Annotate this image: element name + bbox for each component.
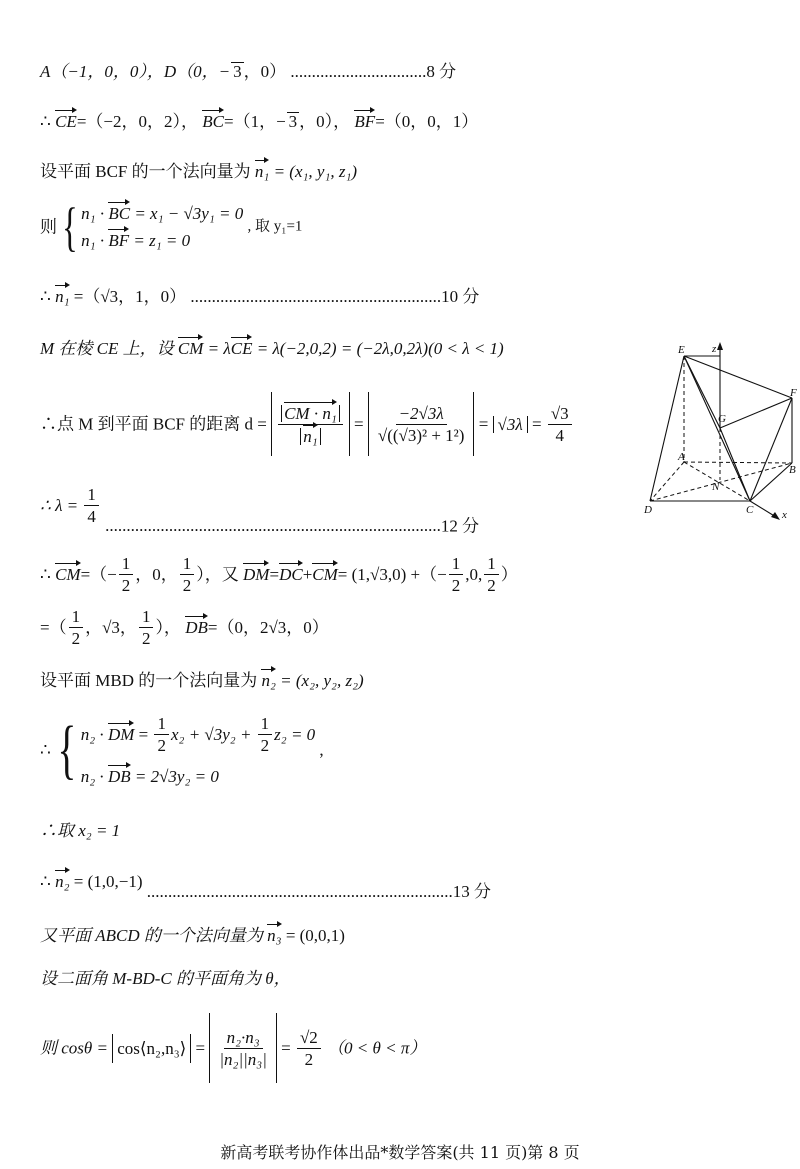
vector-n2: n₂ [55, 872, 70, 891]
vector-dm: DM [243, 565, 270, 584]
label-c: C [746, 504, 754, 516]
fraction [154, 715, 169, 754]
denominator: |n₂||n₃| [219, 1049, 267, 1069]
numerator: 1 [139, 608, 154, 628]
dm-start: =（ [40, 618, 67, 637]
denominator: 2 [260, 736, 270, 755]
db-value: =（0，2√3，0） [207, 618, 329, 637]
abs-cos: cos⟨n₂,n₃⟩ [112, 1034, 191, 1063]
comma: , [319, 740, 324, 760]
vector-ce: CE [230, 339, 253, 358]
score-label: 10 分 [441, 287, 480, 306]
score-label: 13 分 [452, 882, 491, 901]
line-dm-db [40, 608, 329, 647]
edge-cb [750, 463, 792, 501]
sqrt: 3 [288, 112, 298, 131]
cm-dot-n1: CM · n₁ [284, 403, 337, 423]
numerator: 1 [180, 555, 195, 575]
vector-cm: CM [312, 565, 338, 584]
denominator [297, 425, 323, 446]
equals: = [138, 725, 149, 744]
take-text: ∴取 x₂ = 1 [40, 821, 121, 840]
result-fraction [548, 405, 572, 444]
vector-ce-value: =（−2，0，2）， [76, 112, 198, 131]
abs-value: √3λ [493, 416, 528, 433]
edge-ab [684, 462, 792, 463]
abs-fraction-1 [271, 392, 350, 456]
fraction [258, 715, 273, 754]
dm-value: = (1,√3,0) +（− [337, 565, 447, 584]
theta-range: （0 < θ < π） [327, 1038, 427, 1058]
statement-text: 设平面 BCF 的一个法向量为 [40, 162, 251, 181]
vector-n1: n₁ [55, 287, 70, 306]
vector-db: DB [185, 618, 208, 637]
numerator: √2 [297, 1029, 321, 1049]
fraction [449, 555, 464, 594]
vector-bf: BF [108, 231, 130, 250]
therefore-symbol: ∴ [40, 740, 51, 760]
vector-dc: DC [279, 565, 303, 584]
numerator: 1 [258, 715, 273, 735]
equation-1 [81, 205, 243, 222]
also-text: ），又 [196, 565, 239, 584]
line-vectors [40, 112, 478, 130]
axis-x [750, 501, 776, 517]
dm-end: ）， [155, 618, 181, 637]
line-cos-theta [40, 1013, 426, 1083]
line-coordinates-ad [40, 62, 456, 80]
score-label: 12 分 [440, 516, 480, 536]
equals: = [532, 414, 542, 434]
statement-text: 又平面 ABCD 的一个法向量为 [40, 926, 263, 945]
dm-mid: ，√3， [85, 618, 137, 637]
denominator: 2 [121, 576, 131, 595]
lambda-fraction [84, 486, 99, 525]
brace-icon: { [62, 197, 78, 257]
score-dots: ........................................................... [190, 287, 442, 306]
denominator: 2 [487, 576, 496, 595]
edge-ed [650, 356, 684, 501]
vector-n1: n₁ [303, 427, 318, 447]
vector-cm: CM [177, 339, 204, 358]
numerator [278, 403, 343, 425]
equals: = [195, 1038, 206, 1058]
then-text: 则 [40, 217, 57, 237]
vector-n1: n₁ [254, 162, 270, 181]
line-system-2 [40, 715, 324, 785]
numerator: 1 [119, 555, 134, 575]
statement-text: 设二面角 M-BD-C 的平面角为 θ， [40, 969, 291, 988]
result-fraction [297, 1029, 321, 1068]
fraction [216, 1029, 270, 1068]
coord-end: ，0） [243, 62, 287, 81]
line-normal-mbd [40, 672, 364, 689]
vector-ce: CE [55, 112, 77, 131]
numerator: n₂·n₃ [224, 1029, 263, 1049]
numerator: 1 [84, 486, 99, 506]
score-label: 8 分 [426, 62, 457, 81]
dm-mid: ,0, [465, 565, 483, 584]
equation-system [81, 715, 315, 785]
equation-2-left: n₁ · [81, 231, 105, 250]
denominator: 2 [141, 629, 151, 648]
therefore-symbol: ∴ [40, 565, 51, 584]
lambda-eq: ∴ λ = [40, 496, 79, 515]
line-normal-bcf [40, 163, 357, 180]
equation-1-left: n₁ · [81, 204, 105, 223]
equation-2-right: = z₁ = 0 [133, 231, 191, 250]
equation-2 [81, 768, 315, 785]
numerator: 1 [154, 715, 169, 735]
equation-2 [81, 232, 243, 249]
coord-text: A（−1，0，0），D（0，− [40, 62, 231, 81]
line-lambda [40, 486, 479, 534]
numerator: √3 [548, 405, 572, 425]
vector-n3: n₃ [267, 926, 282, 945]
label-x: x [782, 509, 787, 521]
denominator: 2 [304, 1049, 314, 1069]
line-normal-abcd [40, 927, 345, 944]
fraction [375, 405, 468, 444]
label-z: z [712, 343, 717, 355]
label-n: N [712, 481, 720, 493]
therefore-symbol: ∴ [40, 287, 51, 306]
numerator: 1 [484, 555, 499, 575]
plus: + [302, 565, 313, 584]
equation-1 [81, 715, 315, 754]
fraction [180, 555, 195, 594]
line-cm-dm [40, 555, 518, 594]
equals: = [354, 414, 364, 434]
line-take-x2 [40, 822, 120, 839]
normal-value: = (x₂, y₂, z₂) [280, 671, 364, 690]
line-n2-result [40, 873, 491, 900]
cm-value: =（− [80, 565, 117, 584]
therefore-symbol: ∴ [40, 112, 51, 131]
equation-1-right: z₂ = 0 [274, 725, 316, 744]
vector-db: DB [107, 767, 131, 786]
arrow-x-icon [771, 512, 780, 520]
normal-value: = (x₁, y₁, z₁) [273, 162, 358, 181]
vector-bf-value: =（0，0，1） [375, 112, 479, 131]
cos-text: 则 cosθ = [40, 1038, 108, 1058]
score-dots: ........................................................................ [146, 882, 453, 901]
denominator: 2 [451, 576, 461, 595]
dm-end: ） [500, 565, 518, 584]
vector-bc: BC [202, 112, 224, 131]
label-e: E [678, 344, 685, 356]
brace-icon: { [57, 713, 77, 786]
cm-mid: ，0， [135, 565, 178, 584]
equation-1-right: = x₁ − √3y₁ = 0 [134, 204, 244, 223]
denominator: 2 [182, 576, 192, 595]
fraction [278, 403, 343, 445]
denominator: 2 [71, 629, 81, 648]
denominator: 4 [87, 507, 96, 526]
line-m-on-ce [40, 340, 504, 357]
abs-fraction-2 [368, 392, 475, 456]
equation-1-middle: x₂ + √3y₂ + [170, 725, 252, 744]
therefore-symbol: ∴ [40, 872, 51, 891]
score-dots: ............................................................................... [105, 516, 441, 536]
fraction [69, 608, 84, 647]
statement-text: M 在棱 CE 上，设 [40, 339, 174, 358]
label-b: B [789, 464, 796, 476]
page-footer: 新高考联考协作体出品*数学答案(共 11 页)第 8 页 [220, 1143, 580, 1162]
abs-fraction [209, 1013, 277, 1083]
denominator: 4 [555, 425, 565, 445]
fraction [139, 608, 154, 647]
line-distance [40, 392, 574, 456]
lambda-eq: = λ [207, 339, 231, 358]
line-n1-result [40, 288, 479, 305]
numerator: 1 [449, 555, 464, 575]
vector-bc: BC [108, 204, 131, 223]
cm-value: = λ(−2,0,2) = (−2λ,0,2λ)(0 < λ < 1) [256, 339, 504, 358]
equation-1-left: n₂ · [80, 725, 104, 744]
fraction [119, 555, 134, 594]
equation-2-left: n₂ · [80, 767, 104, 786]
numerator: 1 [69, 608, 84, 628]
vector-n2: n₂ [261, 671, 276, 690]
statement-text: 设平面 MBD 的一个法向量为 [40, 671, 258, 690]
equation-system [81, 205, 243, 249]
vector-bc-end: ，0）， [299, 112, 351, 131]
geometry-figure [640, 340, 800, 525]
edge-gc [720, 428, 750, 501]
sqrt: 3 [233, 62, 242, 81]
equals: = [281, 1038, 291, 1058]
line-dihedral [40, 970, 291, 987]
vector-dm: DM [107, 725, 135, 744]
score-dots: ................................ [290, 62, 427, 81]
label-f: F [790, 387, 797, 399]
n3-value: = (0,0,1) [285, 926, 345, 945]
fraction [484, 555, 499, 594]
numerator: −2√3λ [396, 405, 447, 425]
distance-text: ∴点 M 到平面 BCF 的距离 d = [40, 414, 267, 434]
equals: = [269, 565, 280, 584]
equation-2-right: = 2√3y₂ = 0 [134, 767, 219, 786]
label-a: A [678, 451, 685, 463]
label-g: G [718, 413, 726, 425]
n1-value: =（√3，1，0） [73, 287, 187, 306]
denominator: 2 [157, 736, 166, 755]
vector-bc-value: =（1，− [223, 112, 286, 131]
vector-bf: BF [354, 112, 376, 131]
label-d: D [644, 504, 652, 516]
take-text: , 取 y₁=1 [247, 218, 303, 235]
line-system-1 [40, 197, 303, 257]
n2-value: = (1,0,−1) [73, 872, 143, 891]
denominator: √((√3)² + 1²) [377, 425, 465, 445]
equals: = [478, 414, 489, 434]
edge-ge [684, 356, 720, 428]
vector-cm: CM [55, 565, 81, 584]
arrow-z-icon [717, 342, 723, 350]
